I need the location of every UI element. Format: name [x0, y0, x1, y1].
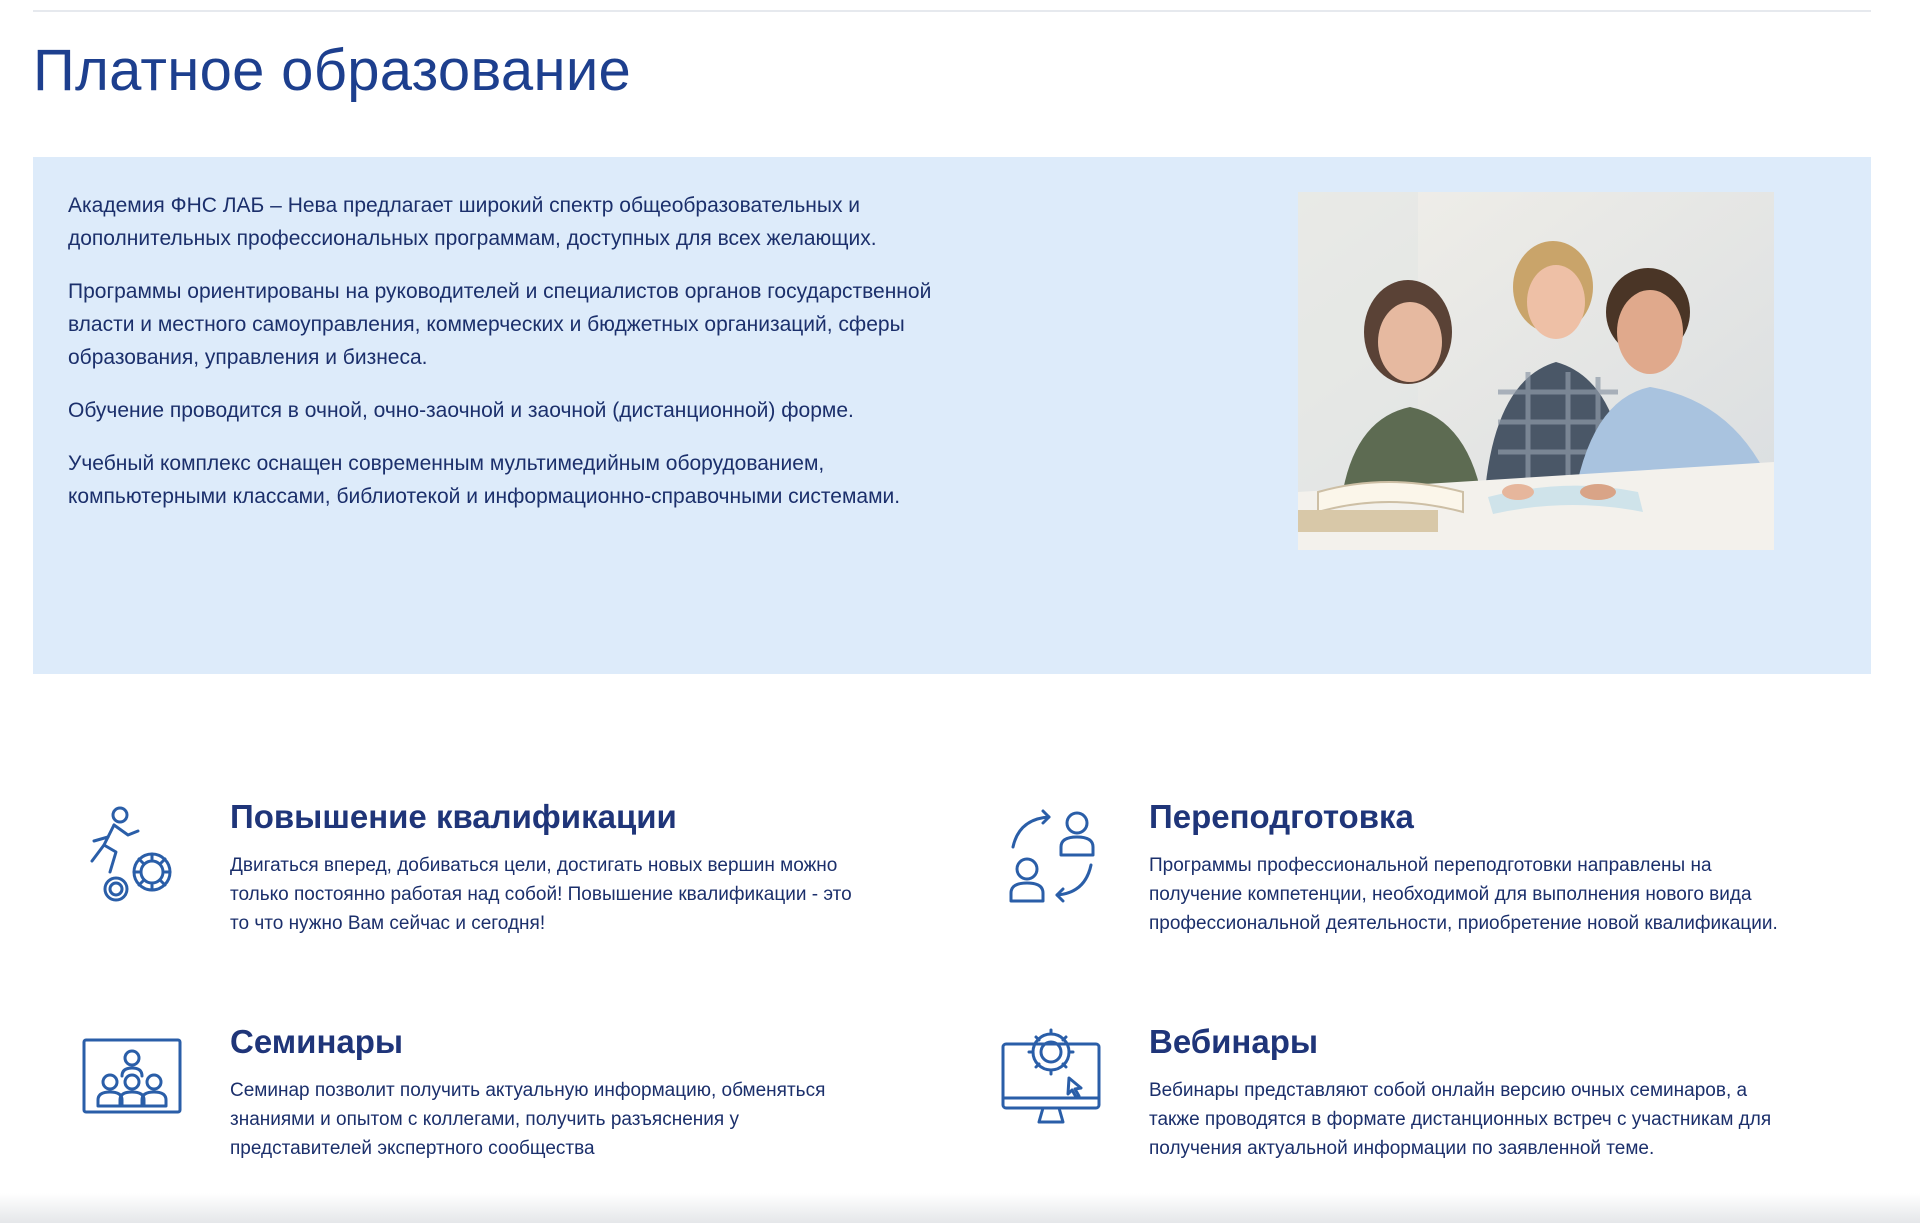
intro-text: [68, 189, 948, 533]
intro-panel: [33, 157, 1871, 674]
career-growth-gears-icon: [80, 797, 190, 907]
service-title[interactable]: Семинары: [230, 1023, 404, 1060]
intro-paragraph: Обучение проводится в очной, очно-заочной и заочной (дистанционной) форме.: [68, 399, 854, 422]
intro-paragraph: Программы ориентированы на руководителей и специалистов органов государственной власти и местного самоуправления, коммерческих и бюджетных организаций, сферы образования, управления и бизнеса.: [68, 280, 932, 369]
service-title[interactable]: Вебинары: [1149, 1023, 1319, 1060]
service-description: Семинар позволит получить актуальную информацию, обменяться знаниями и опытом с коллегами, получить разъяснения у представителей экспертного сообщества: [230, 1080, 826, 1159]
service-description: Двигаться вперед, добиваться цели, достигать новых вершин можно только постоянно работая над собой! Повышение квалификации - это то что нужно Вам сейчас и сегодня!: [230, 855, 852, 934]
intro-paragraph: Академия ФНС ЛАБ – Нева предлагает широкий спектр общеобразовательных и дополнительных профессиональных программам, доступных для всех желающих.: [68, 194, 877, 250]
webinar-monitor-icon: [999, 1022, 1109, 1132]
top-divider: [33, 10, 1871, 12]
seminar-audience-icon: [80, 1022, 190, 1132]
bottom-fade: [0, 1193, 1920, 1223]
page-title: Платное образование: [33, 38, 632, 103]
retraining-exchange-icon: [999, 797, 1109, 907]
students-reading-photo: [1298, 192, 1774, 550]
intro-paragraph: Учебный комплекс оснащен современным мультимедийным оборудованием, компьютерными классами, библиотекой и информационно-справочными системами.: [68, 452, 901, 508]
service-description: Программы профессиональной переподготовки направлены на получение компетенции, необходимой для выполнения нового вида профессиональной деятельности, приобретение новой квалификации.: [1149, 855, 1778, 934]
service-description: Вебинары представляют собой онлайн версию очных семинаров, а также проводятся в формате дистанционных встреч с участникам для получения актуальной информации по заявленной теме.: [1149, 1080, 1772, 1159]
service-title[interactable]: Переподготовка: [1149, 798, 1414, 835]
service-title[interactable]: Повышение квалификации: [230, 798, 677, 835]
